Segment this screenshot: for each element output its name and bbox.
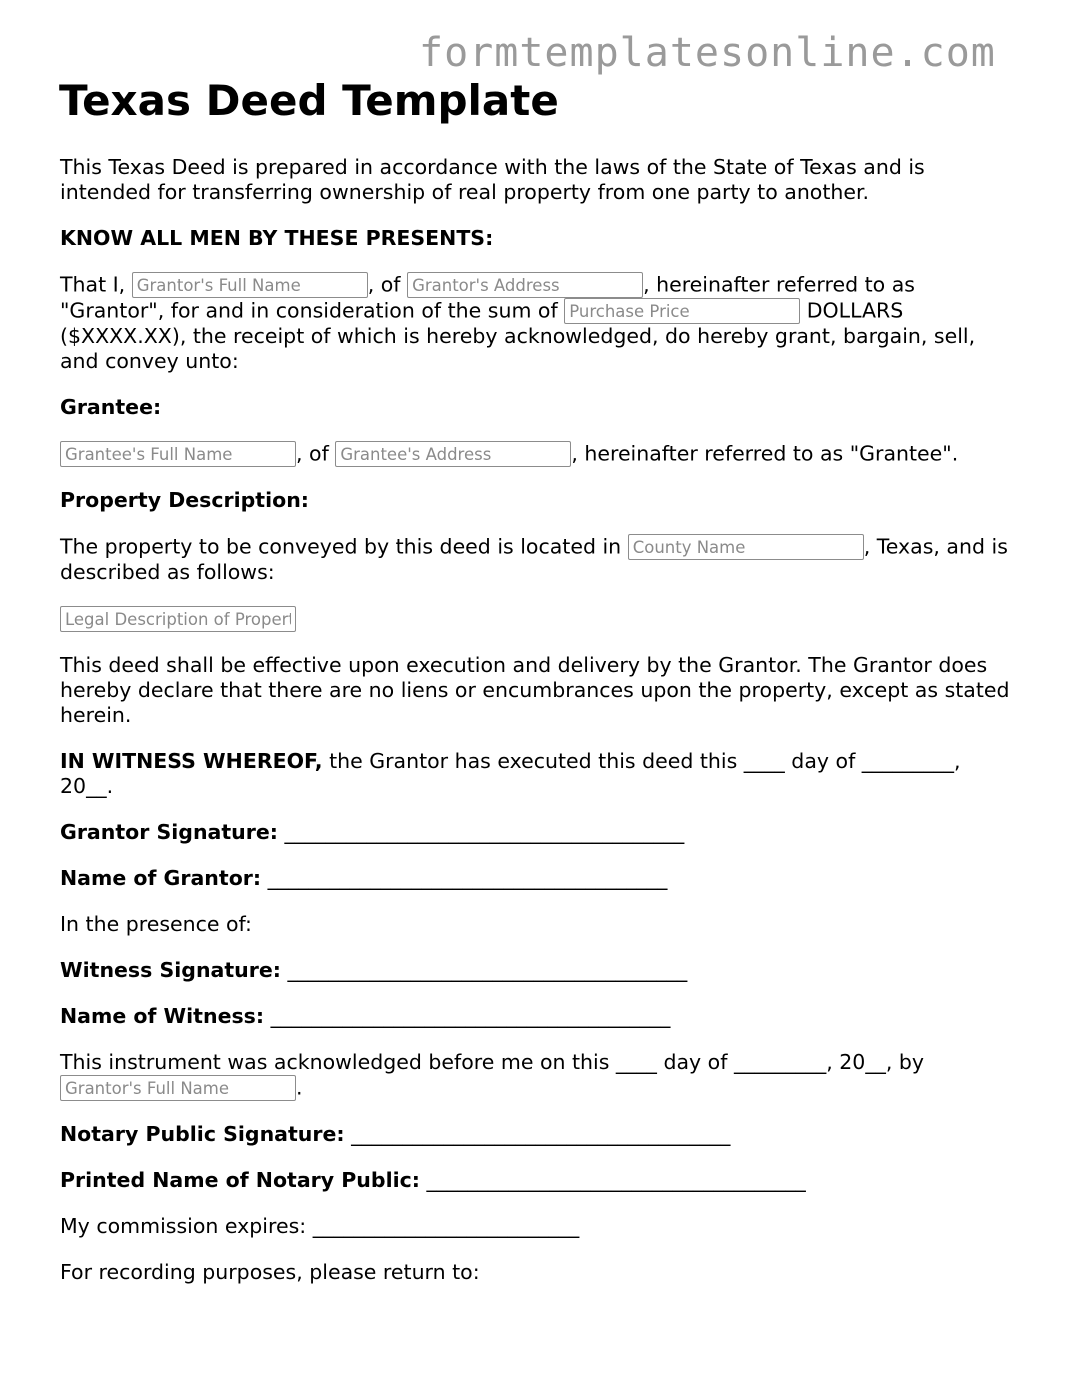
notary-signature-label: Notary Public Signature: [60,1122,345,1146]
intro-paragraph: This Texas Deed is prepared in accordance with the laws of the State of Texas and is intended for transferring ownership of real property from one party to another. [60,155,925,204]
purchase-price-input[interactable] [564,298,800,324]
county-name-input[interactable] [628,534,864,560]
notary-printed-name-label: Printed Name of Notary Public: [60,1168,420,1192]
grantor-signature-line[interactable]: _______________________________________ [284,820,685,844]
grantor-signature-label: Grantor Signature: [60,820,278,844]
grantor-name-label: Name of Grantor: [60,866,262,890]
acknowledgment-period: . [296,1075,303,1100]
grantor-signature-row [60,820,1020,845]
grantor-address-input[interactable] [407,272,643,298]
page-title: Texas Deed Template [59,76,559,125]
grantee-address-input[interactable] [335,441,571,467]
know-all-heading: KNOW ALL MEN BY THESE PRESENTS: [60,226,494,250]
acknowledgment-paragraph [60,1050,1020,1101]
grantee-name-input[interactable] [60,441,296,467]
that-i-text: That I, [60,272,126,297]
notary-signature-row [60,1122,1020,1147]
recording-text: For recording purposes, please return to: [60,1260,480,1284]
property-clause [60,534,1020,585]
witness-signature-label: Witness Signature: [60,958,281,982]
of-text: , of [296,441,329,466]
legal-description-input[interactable] [60,606,296,632]
witness-clause-bold: IN WITNESS WHEREOF, [60,749,323,773]
commission-label: My commission expires: [60,1214,307,1238]
hereinafter-grantee-text: , hereinafter referred to as "Grantee". [571,441,959,466]
commission-row [60,1214,1020,1239]
witness-clause [60,749,1020,799]
notary-printed-name-line[interactable]: _____________________________________ [426,1168,806,1192]
grantee-heading: Grantee: [60,395,162,419]
grantee-clause [60,441,1020,467]
witness-clause-text: the Grantor has executed this deed this ____ day of _________, 20__. [60,749,961,798]
witness-name-line[interactable]: _______________________________________ [270,1004,671,1028]
property-heading: Property Description: [60,488,309,512]
grantor-clause [60,272,1020,374]
effective-paragraph: This deed shall be effective upon execution and delivery by the Grantor. The Grantor does hereby declare that there are no liens or encumbrances upon the property, except as stated herein. [60,653,1010,727]
legal-description-row [60,606,1020,632]
grantor-name-input[interactable] [132,272,368,298]
witness-name-row [60,1004,1020,1029]
grantor-name-row [60,866,1020,891]
commission-line[interactable]: __________________________ [312,1214,580,1238]
deed-body [60,155,1020,1306]
of-text: , of [367,272,401,297]
notary-printed-name-row [60,1168,1020,1193]
hereinafter-grantor-text: , hereinafter referred to as "Grantor", for and in consideration of the sum of [60,272,915,323]
notary-signature-line[interactable]: _____________________________________ [351,1122,731,1146]
texas-text: , Texas, and is described as follows: [60,534,1008,584]
presence-text: In the presence of: [60,912,252,936]
acknowledgment-grantor-name-input[interactable] [60,1075,296,1101]
watermark: formtemplatesonline.com [419,30,996,76]
property-text: The property to be conveyed by this deed is located in [60,534,622,559]
grantor-name-line[interactable]: _______________________________________ [267,866,668,890]
witness-signature-row [60,958,1020,983]
witness-name-label: Name of Witness: [60,1004,265,1028]
witness-signature-line[interactable]: _______________________________________ [287,958,688,982]
acknowledgment-text: This instrument was acknowledged before me on this ____ day of _________, 20__, by [60,1050,924,1074]
dollars-text: DOLLARS ($XXXX.XX), the receipt of which is hereby acknowledged, do hereby grant, bargain, sell, and convey unto: [60,298,976,373]
